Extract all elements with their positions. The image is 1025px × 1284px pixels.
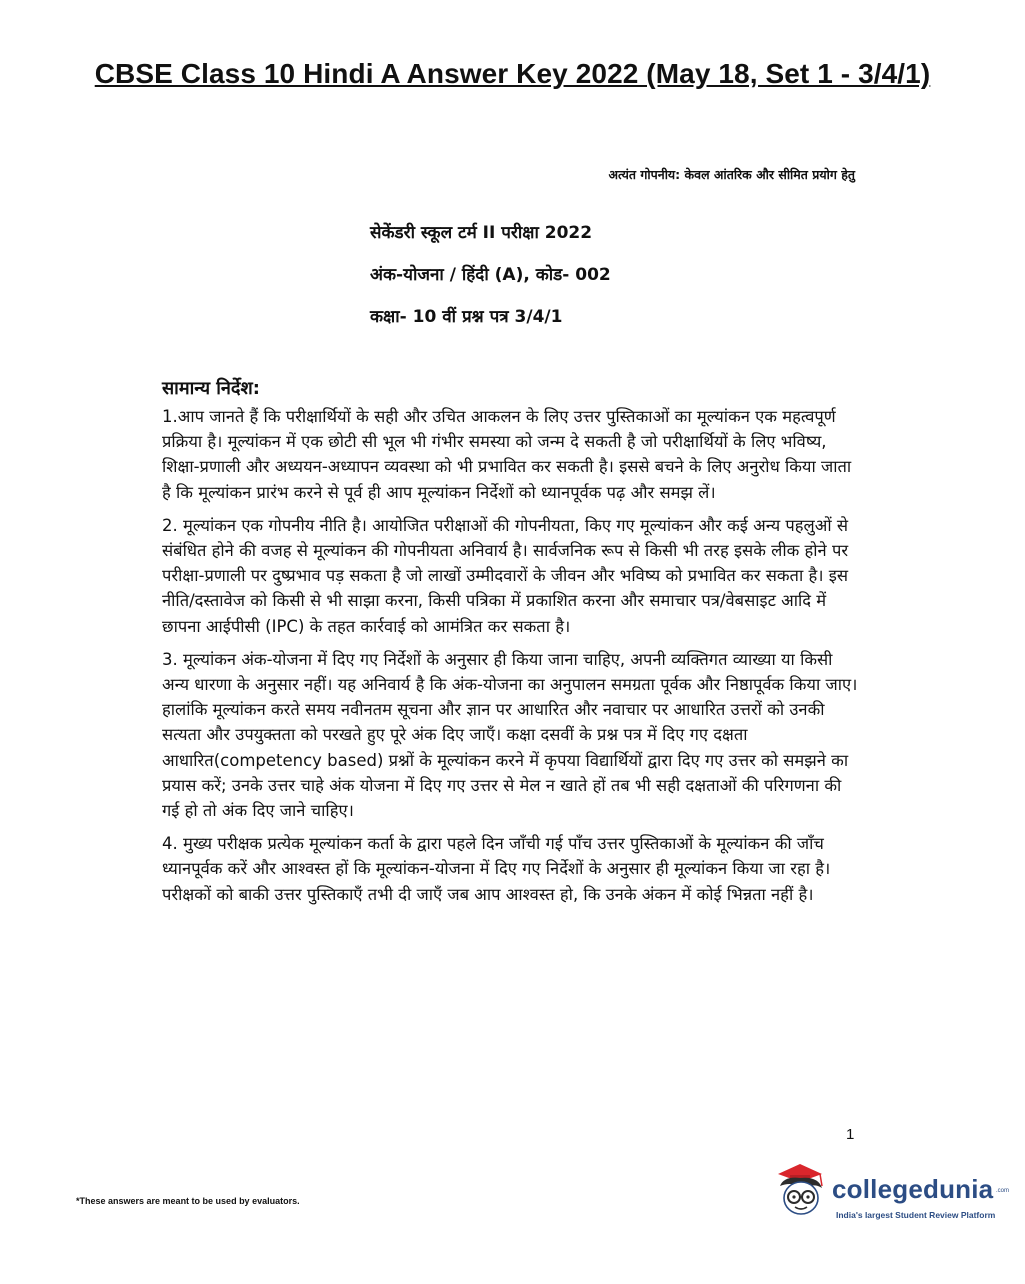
- exam-name: सेकेंडरी स्कूल टर्म II परीक्षा 2022: [370, 223, 593, 243]
- marking-scheme-subject: अंक-योजना / हिंदी (A), कोड- 002: [370, 265, 611, 285]
- brand-logo-block: [770, 1160, 1010, 1230]
- student-mascot-icon: [770, 1160, 834, 1222]
- instruction-paragraph: 3. मूल्यांकन अंक-योजना में दिए गए निर्देशों के अनुसार ही किया जाना चाहिए, अपनी व्यक्तिगत व्याख्या या किसी अन्य धारणा के अनुसार नहीं। यह अनिवार्य है कि अंक-योजना का अनुपालन समग्रता पूर्वक और निष्ठापूर्वक किया जाए। हालांकि मूल्यांकन करते समय नवीनतम सूचना और ज्ञान पर आधारित और नवाचार पर आधारित उत्तरों को उनकी सत्यता और उपयुक्तता को परखते हुए पूरे अंक दिए जाएँ। कक्षा दसवीं के प्रश्न पत्र में दिए गए दक्षता आधारित(competency based) प्रश्नों के मूल्यांकन करने में कृपया विद्यार्थियों द्वारा दिए गए उत्तर को समझने का प्रयास करें; उनके उत्तर चाहे अंक योजना में दिए गए उत्तर से मेल न खाते हों तब भी सही दक्षताओं की परिगणना की गई हो तो अंक दिए जाने चाहिए।: [162, 649, 858, 821]
- brand-tagline: India's largest Student Review Platform: [836, 1210, 996, 1220]
- page-title: CBSE Class 10 Hindi A Answer Key 2022 (May 18, Set 1 - 3/4/1): [94, 58, 931, 89]
- footnote: *These answers are meant to be used by evaluators.: [76, 1196, 300, 1206]
- brand-domain: .com: [996, 1188, 1010, 1194]
- page-number: 1: [846, 1126, 855, 1143]
- instructions-list: [162, 404, 862, 915]
- instruction-paragraph: 2. मूल्यांकन एक गोपनीय नीति है। आयोजित परीक्षाओं की गोपनीयता, किए गए मूल्यांकन और कई अन्य पहलुओं से संबंधित होने की वजह से मूल्यांकन की गोपनीयता अनिवार्य है। सार्वजनिक रूप से किसी भी तरह इसके लीक होने पर परीक्षा-प्रणाली पर दुष्प्रभाव पड़ सकता है जो लाखों उम्मीदवारों के जीवन और भविष्य को प्रभावित कर सकता है। इस नीति/दस्तावेज को किसी से भी साझा करना, किसी पत्रिका में प्रकाशित करना और समाचार पत्र/वेबसाइट आदि में छापना आईपीसी (IPC) के तहत कार्रवाई को आमंत्रित कर सकता है।: [162, 515, 849, 636]
- confidential-note: अत्यंत गोपनीय: केवल आंतरिक और सीमित प्रयोग हेतु: [608, 167, 855, 182]
- instruction-paragraph: 1.आप जानते हैं कि परीक्षार्थियों के सही और उचित आकलन के लिए उत्तर पुस्तिकाओं का मूल्यांकन एक महत्वपूर्ण प्रक्रिया है। मूल्यांकन में एक छोटी सी भूल भी गंभीर समस्या को जन्म दे सकती है जो परीक्षार्थियों के लिए भविष्य, शिक्षा-प्रणाली और अध्ययन-अध्यापन व्यवस्था को भी प्रभावित कर सकती है। इससे बचने के लिए अनुरोध किया जाता है कि मूल्यांकन प्रारंभ करने से पूर्व ही आप मूल्यांकन निर्देशों को ध्यानपूर्वक पढ़ और समझ लें।: [162, 407, 852, 502]
- brand-name: collegedunia: [832, 1174, 994, 1204]
- class-paper-code: कक्षा- 10 वीं प्रश्न पत्र 3/4/1: [370, 307, 563, 327]
- section-heading: सामान्य निर्देश:: [162, 378, 260, 399]
- instruction-paragraph: 4. मुख्य परीक्षक प्रत्येक मूल्यांकन कर्ता के द्वारा पहले दिन जाँची गई पाँच उत्तर पुस्तिकाओं के मूल्यांकन की जाँच ध्यानपूर्वक करें और आश्वस्त हों कि मूल्यांकन-योजना में दिए गए निर्देशों के अनुसार ही मूल्यांकन किया जा रहा है। परीक्षकों को बाकी उत्तर पुस्तिकाएँ तभी दी जाएँ जब आप आश्वस्त हो, कि उनके अंकन में कोई भिन्नता नहीं है।: [162, 834, 831, 904]
